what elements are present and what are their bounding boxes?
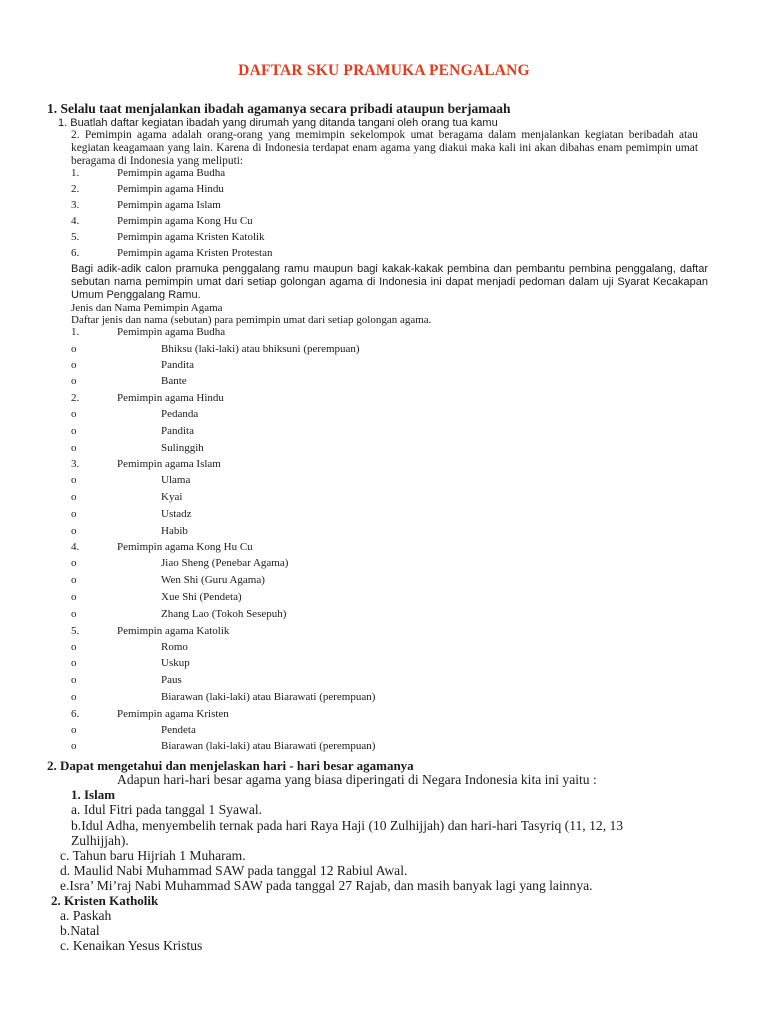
list-item: Pemimpin agama Kristen Katolik bbox=[117, 231, 265, 243]
katolik-item-a: a. Paskah bbox=[60, 908, 112, 923]
group-item: Bhiksu (laki-laki) atau bhiksuni (perempuan) bbox=[161, 343, 360, 355]
group-item: Pandita bbox=[161, 425, 194, 437]
group-label: Pemimpin agama Budha bbox=[117, 326, 226, 338]
islam-item-a: a. Idul Fitri pada tanggal 1 Syawal. bbox=[71, 802, 263, 817]
group-item: Pedanda bbox=[161, 408, 199, 420]
bullet: o bbox=[71, 691, 77, 703]
bullet: o bbox=[71, 574, 77, 586]
list-item: Pemimpin agama Hindu bbox=[117, 183, 224, 195]
list-item: Pemimpin agama Kristen Protestan bbox=[117, 247, 273, 259]
bullet: o bbox=[71, 359, 77, 371]
group-item: Ustadz bbox=[161, 508, 192, 520]
bullet: o bbox=[71, 724, 77, 736]
group-label: Pemimpin agama Kristen bbox=[117, 708, 229, 720]
bullet: o bbox=[71, 641, 77, 653]
group-number: 3. bbox=[71, 458, 80, 470]
list-item: Pemimpin agama Islam bbox=[117, 199, 221, 211]
intro-paragraph: Bagi adik-adik calon pramuka penggalang ramu maupun bagi kakak-kakak pembina dan pembantu pembina penggalang, daftar sebutan nama pemimpin umat dari setiap golongan agama di Indonesia ini dapat menjadi pedoman dalam uji Syarat Kecakapan Umum Penggalang Ramu. bbox=[71, 263, 708, 301]
list-item-number: 3. bbox=[71, 199, 80, 211]
group-number: 2. bbox=[71, 392, 80, 404]
group-number: 4. bbox=[71, 541, 80, 553]
bullet: o bbox=[71, 740, 77, 752]
group-item: Paus bbox=[161, 674, 182, 686]
group-number: 1. bbox=[71, 326, 80, 338]
section-1-task: 1. Buatlah daftar kegiatan ibadah yang dirumah yang ditanda tangani oleh orang tua kamu bbox=[58, 117, 498, 129]
list-item-number: 6. bbox=[71, 247, 80, 259]
islam-item-c: c. Tahun baru Hijriah 1 Muharam. bbox=[60, 848, 246, 863]
group-number: 5. bbox=[71, 625, 80, 637]
list-item-number: 5. bbox=[71, 231, 80, 243]
bullet: o bbox=[71, 674, 77, 686]
group-item: Zhang Lao (Tokoh Sesepuh) bbox=[161, 608, 287, 620]
group-item: Sulinggih bbox=[161, 442, 204, 454]
group-item: Uskup bbox=[161, 657, 190, 669]
section-1-paragraph: 2. Pemimpin agama adalah orang-orang yang memimpin sekelompok umat beragama dalam menjalankan kegiatan beribadah atau kegiatan keagamaan yang lain. Karena di Indonesia terdapat enam agama yang diakui maka kali ini akan dibahas enam pemimpin umat beragama di Indonesia yang meliputi: bbox=[71, 129, 698, 167]
daftar-caption: Daftar jenis dan nama (sebutan) para pemimpin umat dari setiap golongan agama. bbox=[71, 314, 432, 326]
group-item: Biarawan (laki-laki) atau Biarawati (perempuan) bbox=[161, 740, 376, 752]
group-item: Bante bbox=[161, 375, 187, 387]
islam-item-b: b.Idul Adha, menyembelih ternak pada hari Raya Haji (10 Zulhijjah) dan hari-hari Tasyriq (11, 12, 13 bbox=[71, 818, 624, 833]
bullet: o bbox=[71, 508, 77, 520]
group-item: Jiao Sheng (Penebar Agama) bbox=[161, 557, 289, 569]
section-1-heading: 1. Selalu taat menjalankan ibadah agamanya secara pribadi ataupun berjamaah bbox=[47, 101, 511, 116]
bullet: o bbox=[71, 557, 77, 569]
group-item: Pandita bbox=[161, 359, 194, 371]
bullet: o bbox=[71, 657, 77, 669]
group-label: Pemimpin agama Kong Hu Cu bbox=[117, 541, 253, 553]
group-number: 6. bbox=[71, 708, 80, 720]
katolik-item-c: c. Kenaikan Yesus Kristus bbox=[60, 938, 203, 953]
islam-item-d: d. Maulid Nabi Muhammad SAW pada tanggal 12 Rabiul Awal. bbox=[60, 863, 408, 878]
section-2-intro: Adapun hari-hari besar agama yang biasa diperingati di Negara Indonesia kita ini yaitu : bbox=[117, 772, 597, 787]
islam-item-e: e.Isra’ Mi’raj Nabi Muhammad SAW pada tanggal 27 Rajab, dan masih banyak lagi yang lainnya. bbox=[60, 878, 593, 893]
group-item: Xue Shi (Pendeta) bbox=[161, 591, 242, 603]
group-item: Romo bbox=[161, 641, 188, 653]
list-item: Pemimpin agama Budha bbox=[117, 167, 226, 179]
group-item: Pendeta bbox=[161, 724, 196, 736]
bullet: o bbox=[71, 375, 77, 387]
islam-heading: 1. Islam bbox=[71, 787, 116, 802]
group-item: Kyai bbox=[161, 491, 183, 503]
group-item: Biarawan (laki-laki) atau Biarawati (perempuan) bbox=[161, 691, 376, 703]
section-2-heading: 2. Dapat mengetahui dan menjelaskan hari - hari besar agamanya bbox=[47, 758, 414, 773]
group-label: Pemimpin agama Islam bbox=[117, 458, 221, 470]
list-item-number: 2. bbox=[71, 183, 80, 195]
bullet: o bbox=[71, 474, 77, 486]
group-label: Pemimpin agama Hindu bbox=[117, 392, 224, 404]
list-item-number: 1. bbox=[71, 167, 80, 179]
bullet: o bbox=[71, 425, 77, 437]
katolik-item-b: b.Natal bbox=[60, 923, 100, 938]
group-item: Habib bbox=[161, 525, 188, 537]
bullet: o bbox=[71, 343, 77, 355]
bullet: o bbox=[71, 442, 77, 454]
group-item: Wen Shi (Guru Agama) bbox=[161, 574, 265, 586]
katolik-heading: 2. Kristen Katholik bbox=[51, 893, 159, 908]
list-item: Pemimpin agama Kong Hu Cu bbox=[117, 215, 253, 227]
bullet: o bbox=[71, 491, 77, 503]
bullet: o bbox=[71, 408, 77, 420]
bullet: o bbox=[71, 525, 77, 537]
group-item: Ulama bbox=[161, 474, 191, 486]
list-item-number: 4. bbox=[71, 215, 80, 227]
bullet: o bbox=[71, 591, 77, 603]
page-title: DAFTAR SKU PRAMUKA PENGALANG bbox=[238, 62, 530, 79]
jenis-heading: Jenis dan Nama Pemimpin Agama bbox=[71, 302, 223, 314]
bullet: o bbox=[71, 608, 77, 620]
group-label: Pemimpin agama Katolik bbox=[117, 625, 230, 637]
islam-item-b-cont: Zulhijjah). bbox=[71, 833, 129, 848]
